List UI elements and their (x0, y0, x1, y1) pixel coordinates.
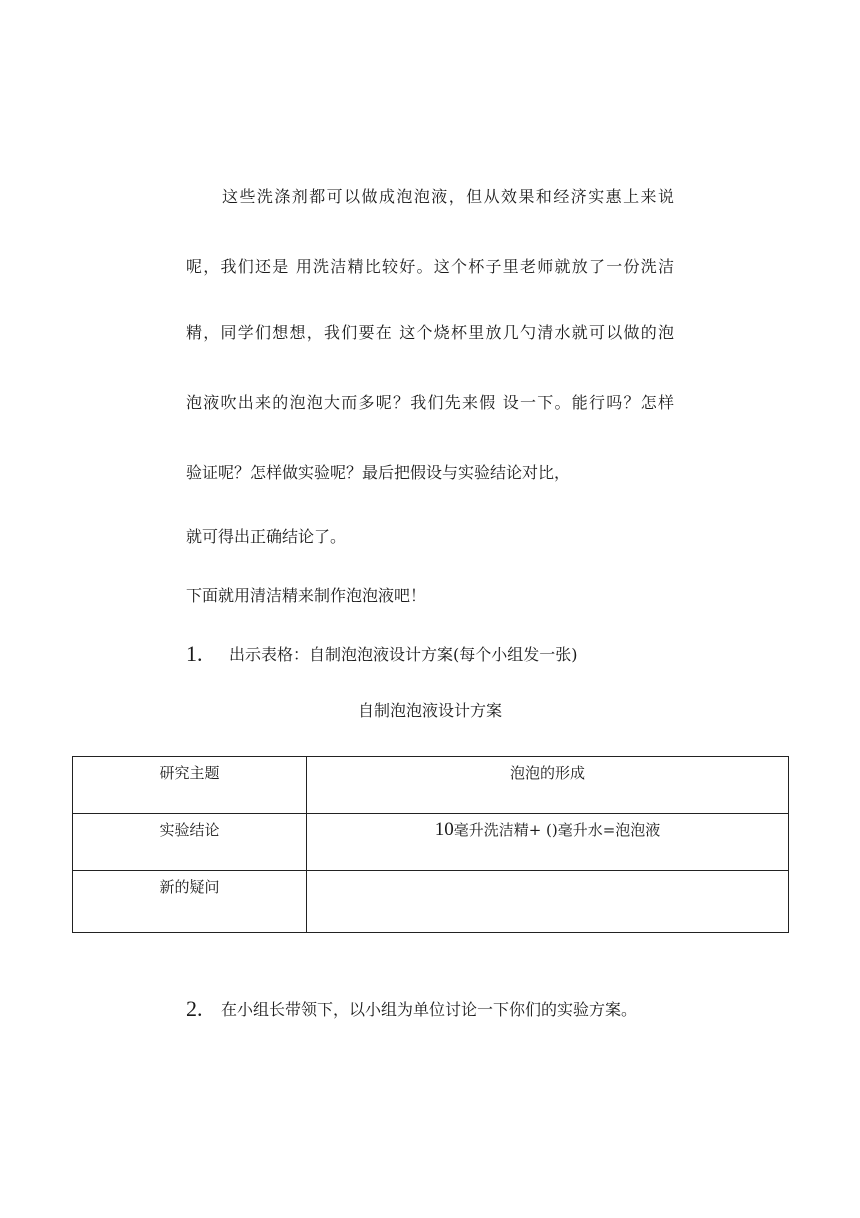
conclusion-text: 毫升洗洁精+ ()毫升水=泡泡液 (453, 821, 661, 839)
row-label-conclusion: 实验结论 (73, 814, 307, 871)
design-plan-table (72, 756, 789, 933)
step-2-text: 在小组长带领下，以小组为单位讨论一下你们的实验方案。 (221, 1000, 638, 1019)
row-value-new-question (307, 871, 789, 933)
step-1-number: 1. (186, 641, 203, 666)
table-row (73, 871, 789, 933)
paragraph-line-1: 这些洗涤剂都可以做成泡泡液，但从效果和经济实惠上来说 (222, 187, 674, 206)
intro-line: 下面就用清洁精来制作泡泡液吧！ (186, 586, 427, 605)
paragraph-line-3: 精，同学们想想，我们要在 这个烧杯里放几勺清水就可以做的泡 (186, 323, 674, 342)
row-label-new-question: 新的疑问 (73, 871, 307, 933)
row-label-topic: 研究主题 (73, 757, 307, 814)
row-value-conclusion (307, 814, 789, 871)
step-1-text: 出示表格：自制泡泡液设计方案(每个小组发一张) (229, 645, 578, 664)
step-2-number: 2. (186, 996, 203, 1021)
paragraph-line-2: 呢，我们还是 用洗洁精比较好。这个杯子里老师就放了一份洗洁 (186, 257, 674, 276)
conclusion-number: 10 (434, 819, 454, 840)
table-caption: 自制泡泡液设计方案 (357, 701, 502, 720)
paragraph-line-5: 验证呢？怎样做实验呢？最后把假设与实验结论对比， (186, 463, 571, 482)
paragraph-line-6: 就可得出正确结论了。 (186, 527, 347, 546)
table-row (73, 757, 789, 814)
paragraph-line-4: 泡液吹出来的泡泡大而多呢？我们先来假 设一下。能行吗？怎样 (186, 393, 674, 412)
row-value-topic: 泡泡的形成 (307, 757, 789, 814)
table-row (73, 814, 789, 871)
